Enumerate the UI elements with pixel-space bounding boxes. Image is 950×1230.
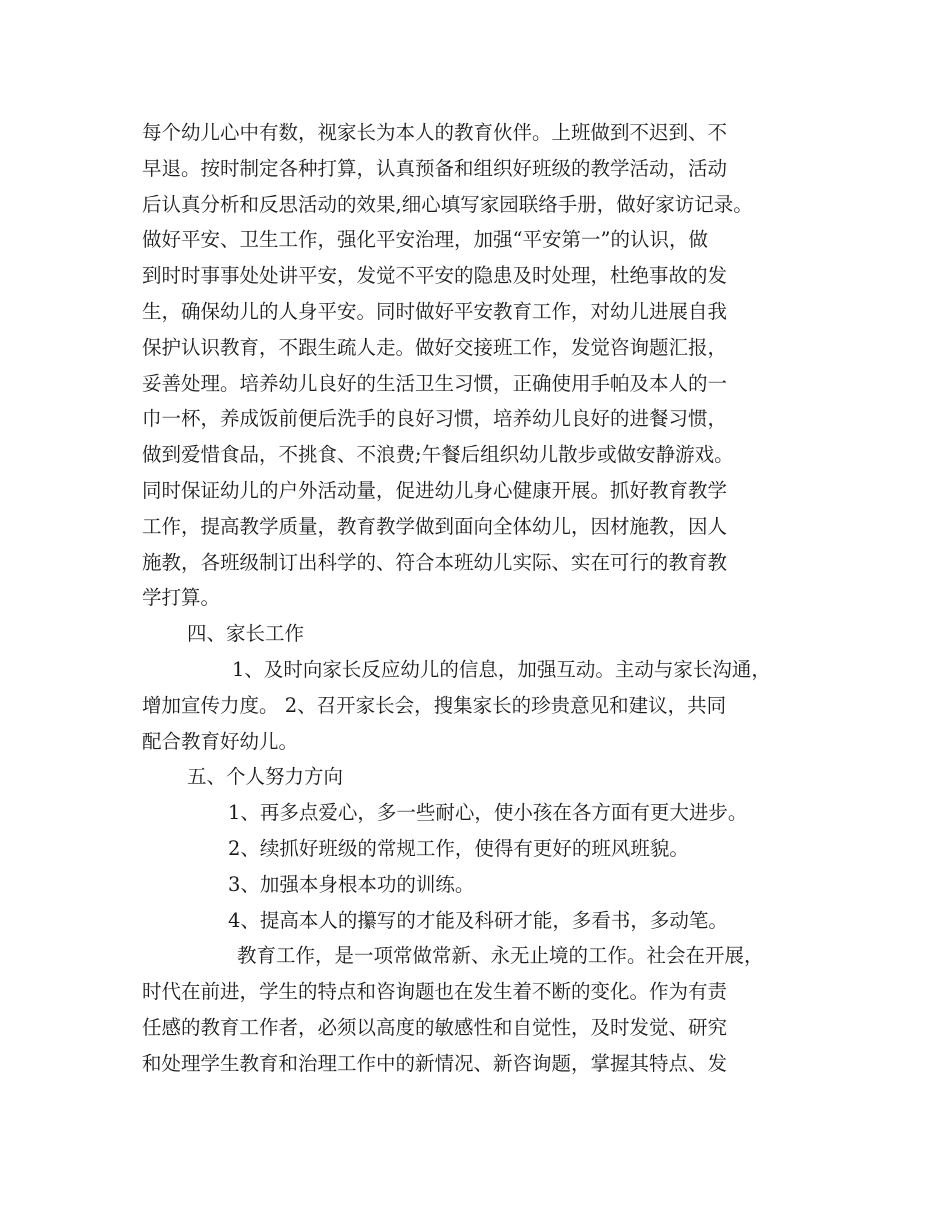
body-line: 每个幼儿心中有数，视家长为本人的教育伙伴。上班做到不迟到、不 [142,121,728,144]
body-line: 配合教育好幼儿。 [142,729,299,753]
body-line: 工作，提高教学质量，教育教学做到面向全体幼儿，因材施教，因人 [142,514,728,538]
body-line: 做好平安、卫生工作，强化平安治理，加强“平安第一”的认识，做 [142,228,708,252]
body-line: 教育工作，是一项常做常新、永无止境的工作。社会在开展， [237,944,764,968]
list-item: 3、加强本身根本功的训练。 [228,872,475,896]
section-heading-personal-direction: 五、个人努力方向 [187,765,344,789]
body-line: 施教，各班级制订出科学的、符合本班幼儿实际、实在可行的教育教 [142,550,728,574]
body-line: 早退。按时制定各种打算，认真预备和组织好班级的教学活动，活动 [142,156,728,180]
body-line: 后认真分析和反思活动的效果,细心填写家园联络手册，做好家访记录。 [142,192,753,216]
body-line: 生，确保幼儿的人身平安。同时做好平安教育工作，对幼儿进展自我 [142,299,728,323]
list-item: 4、提高本人的攥写的才能及科研才能，多看书，多动笔。 [228,908,728,932]
body-line: 保护认识教育，不跟生疏人走。做好交接班工作，发觉咨询题汇报， [142,335,728,359]
body-line: 妥善处理。培养幼儿良好的生活卫生习惯，正确使用手帕及本人的一 [142,371,728,395]
body-line: 时代在前进，学生的特点和咨询题也在发生着不断的变化。作为有责 [142,980,728,1004]
section-heading-parent-work: 四、家长工作 [187,622,305,646]
list-item: 2、续抓好班级的常规工作，使得有更好的班风班貌。 [228,836,689,860]
body-line: 1、及时向家长反应幼儿的信息，加强互动。主动与家长沟通， [232,657,771,681]
body-line: 学打算。 [142,586,221,610]
body-line: 任感的教育工作者，必须以高度的敏感性和自觉性，及时发觉、研究 [142,1015,728,1039]
body-line: 增加宣传力度。 2、召开家长会，搜集家长的珍贵意见和建议，共同 [142,693,727,717]
list-item: 1、再多点爱心，多一些耐心，使小孩在各方面有更大进步。 [228,801,748,825]
body-line: 同时保证幼儿的户外活动量，促进幼儿身心健康开展。抓好教育教学 [142,478,728,502]
body-line: 和处理学生教育和治理工作中的新情况、新咨询题，掌握其特点、发 [142,1051,728,1075]
body-line: 到时时事事处处讲平安，发觉不平安的隐患及时处理，杜绝事故的发 [142,264,728,288]
document-body [142,115,832,1082]
body-line: 巾一杯，养成饭前便后洗手的良好习惯，培养幼儿良好的进餐习惯， [142,407,728,431]
body-line: 做到爱惜食品，不挑食、不浪费;午餐后组织幼儿散步或做安静游戏。 [142,443,734,467]
